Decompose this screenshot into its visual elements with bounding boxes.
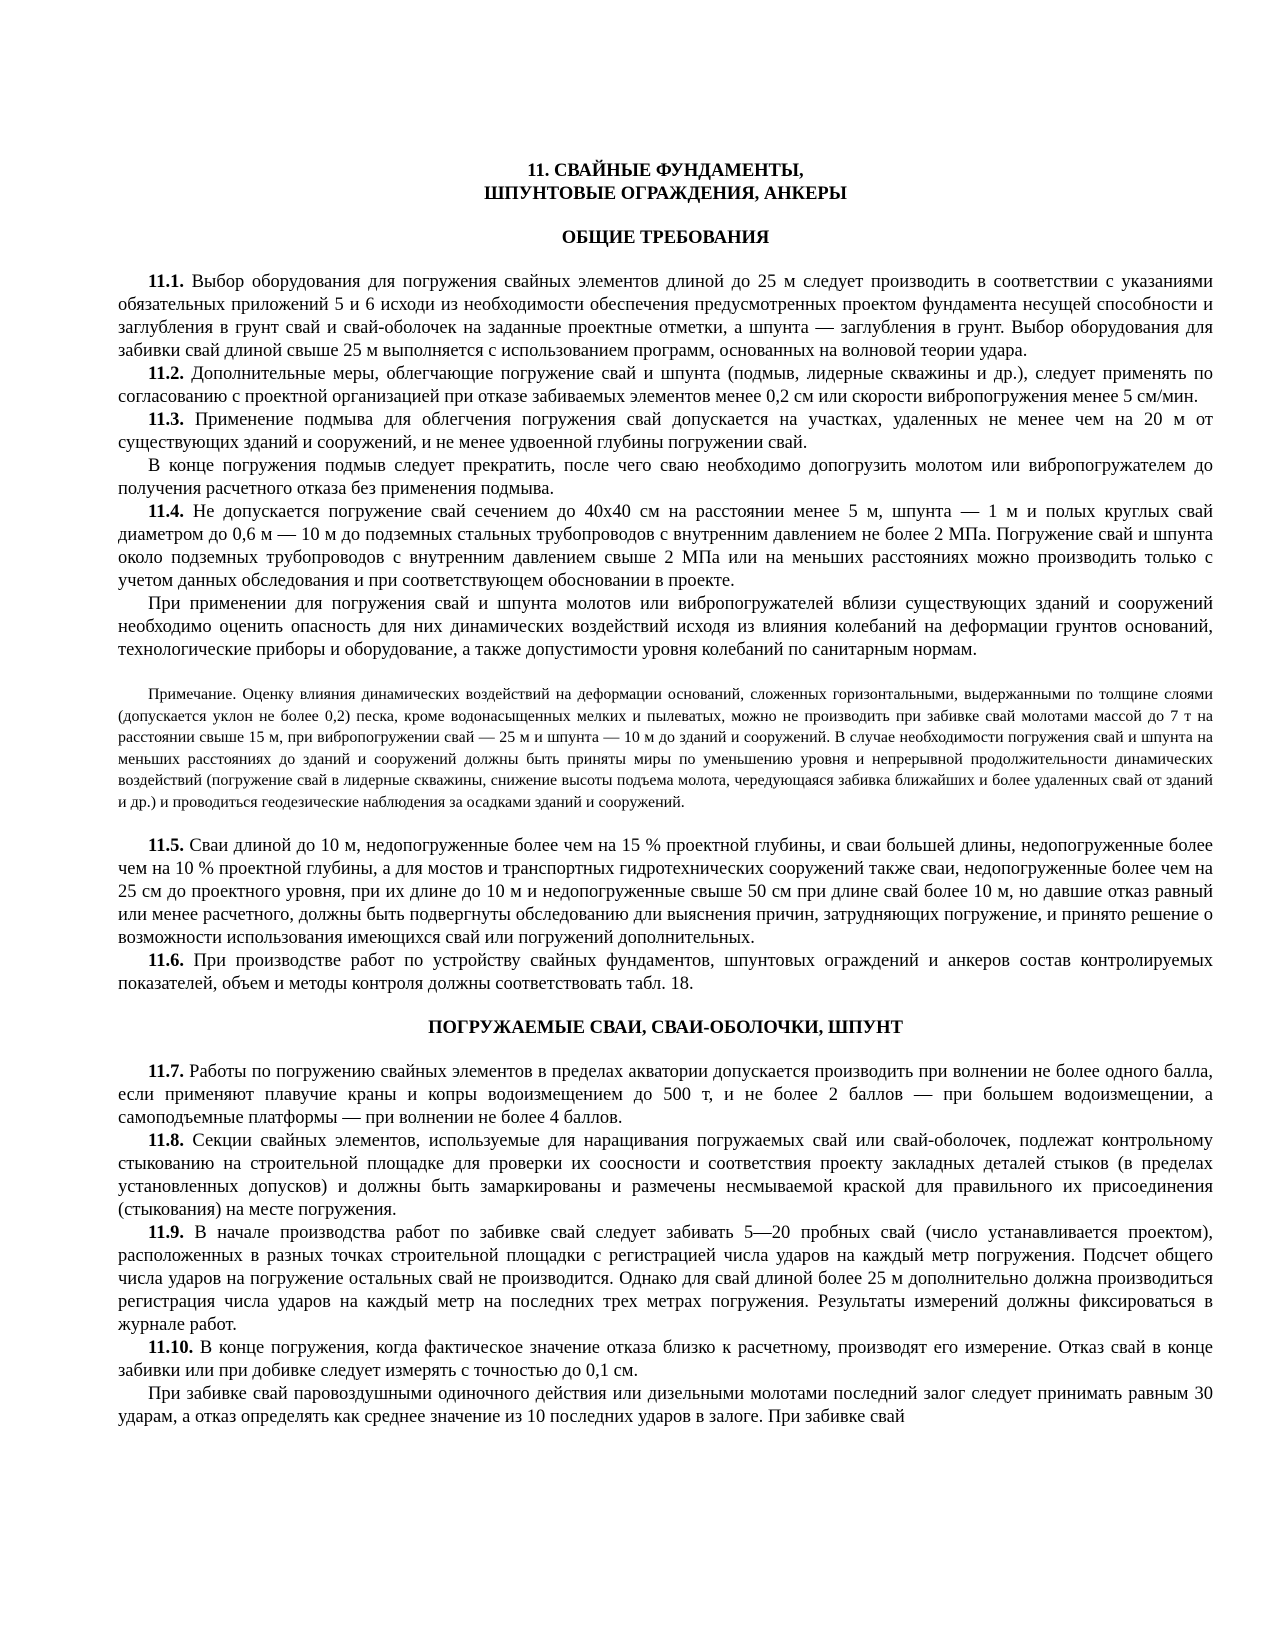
paragraph-11-3-continued: В конце погружения подмыв следует прекратить, после чего сваю необходимо допогрузить молотом или вибропогружателем до получения расчетного отказа без применения подмыва. <box>118 456 1213 499</box>
chapter-title-line1: 11. СВАЙНЫЕ ФУНДАМЕНТЫ, <box>527 161 804 181</box>
paragraph-number: 11.2. <box>148 364 184 384</box>
paragraph-text: В конце погружения, когда фактическое значение отказа близко к расчетному, производят его измерение. Отказ свай в конце забивки или при добивке следует измерять с точностью до 0,1 см. <box>118 1338 1213 1381</box>
document-page <box>118 160 1213 1429</box>
paragraph-11-8 <box>118 1130 1213 1222</box>
section-heading-driven-piles: ПОГРУЖАЕМЫЕ СВАИ, СВАИ-ОБОЛОЧКИ, ШПУНТ <box>428 1018 903 1038</box>
paragraph-number: 11.3. <box>148 410 184 430</box>
paragraph-number: 11.5. <box>148 836 184 856</box>
paragraph-text: В начале производства работ по забивке свай следует забивать 5—20 пробных свай (число устанавливается проектом), расположенных в разных точках строительной площадки с регистрацией числа ударов на каждый метр погружения. Подсчет общего числа ударов на погружение остальных свай не производится. Однако для свай длиной более 25 м дополнительно должна производиться регистрация числа ударов на каждый метр на последних трех метрах погружения. Результаты измерений должны фиксироваться в журнале работ. <box>118 1223 1214 1335</box>
paragraph-11-4-continued: При применении для погружения свай и шпунта молотов или вибропогружателей вблизи существующих зданий и сооружений необходимо оценить опасность для них динамических воздействий исходя из влияния колебаний на деформации грунтов оснований, технологические приборы и оборудование, а также допустимости уровня колебаний по санитарным нормам. <box>118 594 1213 660</box>
paragraph-text: Выбор оборудования для погружения свайных элементов длиной до 25 м следует производить в соответствии с указаниями обязательных приложений 5 и 6 исходи из необходимости обеспечения предусмотренных проектом фундамента несущей способности и заглубления в грунт свай и свай-оболочек на заданные проектные отметки, а шпунта — заглубления в грунт. Выбор оборудования для забивки свай длиной свыше 25 м выполняется с использованием программ, основанных на волновой теории удара. <box>118 272 1214 361</box>
section-heading-general: ОБЩИЕ ТРЕБОВАНИЯ <box>561 228 770 248</box>
paragraph-number: 11.9. <box>148 1223 184 1243</box>
paragraph-11-4 <box>118 501 1213 593</box>
paragraph-11-9 <box>118 1222 1213 1337</box>
paragraph-text: Сваи длиной до 10 м, недопогруженные более чем на 15 % проектной глубины, и сваи большей длины, недопогруженные более чем на 10 % проектной глубины, а для мостов и транспортных гидротехнических сооружений также сваи, недопогруженные более чем на 25 см до проектного уровня, при их длине до 10 м и недопогруженные свыше 50 см при длине свай более 10 м, но давшие отказ равный или менее расчетного, должны быть подвергнуты обследованию дли выяснения причин, затрудняющих погружение, и принято решение о возможности использования имеющихся свай или погружений дополнительных. <box>118 836 1213 948</box>
paragraph-number: 11.7. <box>148 1062 184 1082</box>
paragraph-text: Работы по погружению свайных элементов в пределах акватории допускается производить при волнении не более одного балла, если применяют плавучие краны и копры водоизмещением до 500 т, и не более 2 баллов — при большем водоизмещении, а самоподъемные платформы — при волнении не более 4 баллов. <box>118 1062 1214 1128</box>
paragraph-11-2 <box>118 363 1213 409</box>
note: Примечание. Оценку влияния динамических воздействий на деформации оснований, сложенных горизонтальными, выдержанными по толщине слоями (допускается уклон не более 0,2) песка, кроме водонасыщенных мелких и пылеватых, можно не производить при забивке свай молотами массой до 7 т на расстоянии свыше 15 м, при вибропогружении свай — 25 м и шпунта — 10 м до зданий и сооружений. В случае необходимости погружения свай и шпунта на меньших расстояниях до зданий и сооружений должны быть приняты миры по уменьшению уровня и непрерывной продолжительности динамических воздействий (погружение свай в лидерные скважины, снижение высоты подъема молота, чередующаяся забивка ближайших и более удаленных свай от зданий и др.) и проводиться геодезические наблюдения за осадками зданий и сооружений. <box>118 686 1213 811</box>
paragraph-number: 11.1. <box>148 272 184 292</box>
paragraph-number: 11.10. <box>148 1338 194 1358</box>
chapter-title-line2: ШПУНТОВЫЕ ОГРАЖДЕНИЯ, АНКЕРЫ <box>484 184 847 204</box>
paragraph-11-10 <box>118 1337 1213 1383</box>
paragraph-11-5 <box>118 835 1213 950</box>
paragraph-number: 11.4. <box>148 502 184 522</box>
paragraph-11-1 <box>118 271 1213 363</box>
paragraph-text: Не допускается погружение свай сечением до 40x40 см на расстоянии менее 5 м, шпунта — 1 м и полых круглых свай диаметром до 0,6 м — 10 м до подземных стальных трубопроводов с внутренним давлением не более 2 МПа. Погружение свай и шпунта около подземных трубопроводов с внутренним давлением свыше 2 МПа или на меньших расстояниях можно производить только с учетом данных обследования и при соответствующем обосновании в проекте. <box>118 502 1213 591</box>
paragraph-11-6 <box>118 950 1213 996</box>
paragraph-text: При производстве работ по устройству свайных фундаментов, шпунтовых ограждений и анкеров состав контролируемых показателей, объем и методы контроля должны соответствовать табл. 18. <box>118 951 1214 994</box>
paragraph-number: 11.8. <box>148 1131 184 1151</box>
paragraph-text: Секции свайных элементов, используемые для наращивания погружаемых свай или свай-оболочек, подлежат контрольному стыкованию на строительной площадке для проверки их соосности и соответствия проекту закладных деталей стыков (в пределах установленных допусков) и должны быть замаркированы и размечены несмываемой краской для правильного их присоединения (стыкования) на месте погружения. <box>118 1131 1214 1220</box>
paragraph-11-7 <box>118 1061 1213 1130</box>
paragraph-number: 11.6. <box>148 951 184 971</box>
paragraph-text: Применение подмыва для облегчения погружения свай допускается на участках, удаленных не менее чем на 20 м от существующих зданий и сооружений, и не менее удвоенной глубины погружении свай. <box>118 410 1213 453</box>
paragraph-11-3 <box>118 409 1213 455</box>
paragraph-text: Дополнительные меры, облегчающие погружение свай и шпунта (подмыв, лидерные скважины и др.), следует применять по согласованию с проектной организацией при отказе забиваемых элементов менее 0,2 см или скорости вибропогружения менее 5 см/мин. <box>118 364 1213 407</box>
paragraph-11-10-continued: При забивке свай паровоздушными одиночного действия или дизельными молотами последний залог следует принимать равным 30 ударам, а отказ определять как среднее значение из 10 последних ударов в залоге. При забивке свай <box>118 1384 1213 1427</box>
